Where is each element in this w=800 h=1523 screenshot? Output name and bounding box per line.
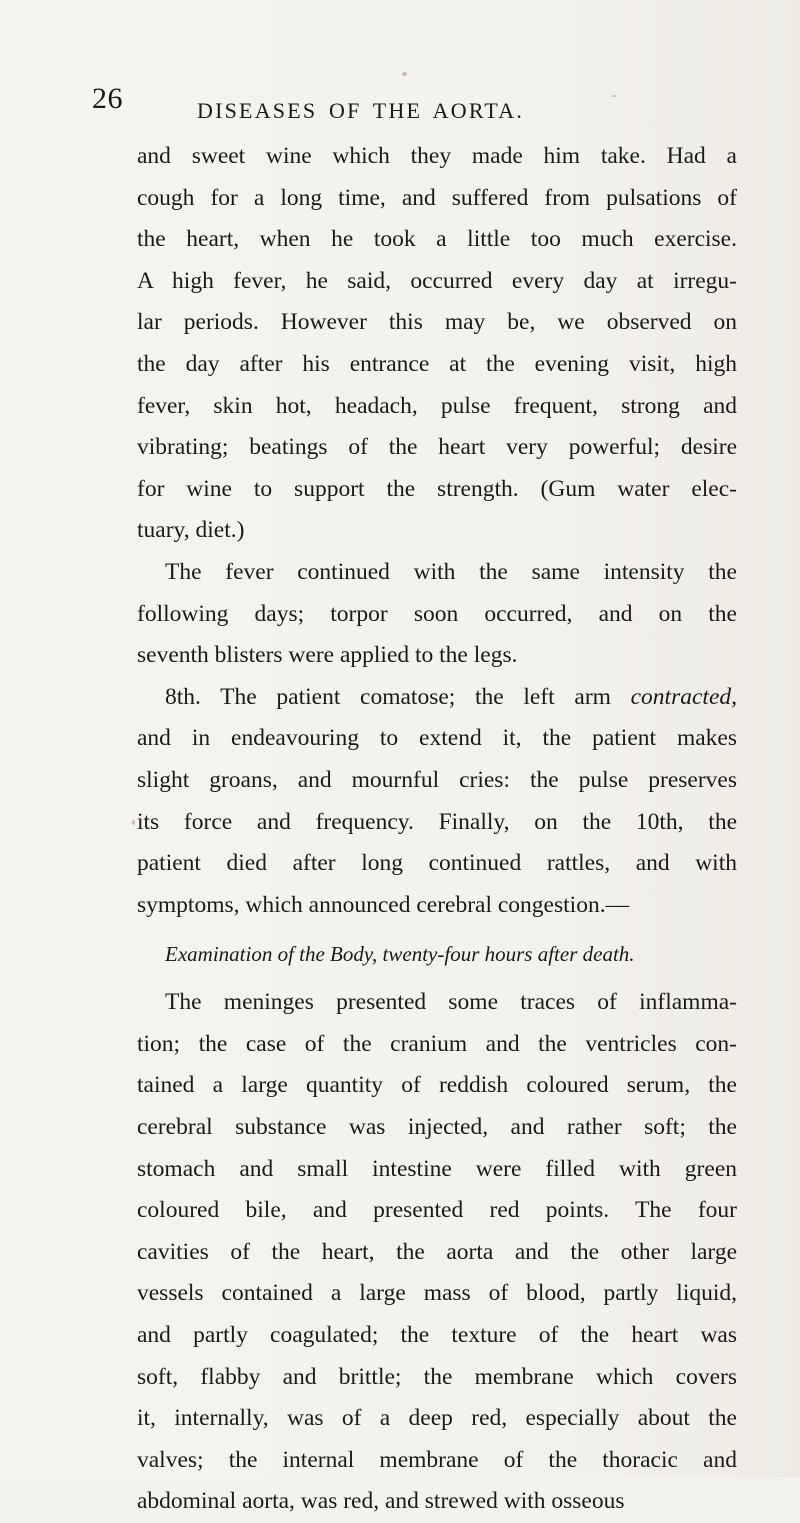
italic-word: contracted, [630,683,737,710]
text-line: and in endeavouring to extend it, the patient makes [137,725,737,752]
paragraph-4 [137,982,737,1523]
text-line: tained a large quantity of reddish coloured serum, the [137,1072,737,1099]
text-line: the day after his entrance at the evening visit, high [137,350,737,377]
text-line: vessels contained a large mass of blood, partly liquid, [137,1280,737,1307]
text-line: lar periods. However this may be, we observed on [137,309,737,336]
section-subheading: Examination of the Body, twenty-four hours after death. [165,942,635,967]
text-line: and partly coagulated; the texture of the heart was [137,1322,737,1349]
text-line: following days; torpor soon occurred, and on the [137,600,737,627]
text-line: and sweet wine which they made him take. Had a [137,143,737,169]
text-line [137,677,737,719]
text-line: fever, skin hot, headach, pulse frequent, strong and [137,392,737,419]
paragraph-1 [137,136,737,552]
text-line: slight groans, and mournful cries: the pulse preserves [137,766,737,793]
running-head: DISEASES OF THE AORTA. [197,98,525,123]
text-line: The fever continued with the same intensity the [165,558,737,585]
text-line: seventh blisters were applied to the legs. [137,642,518,669]
paper-speck [612,95,616,97]
paper-speck [132,820,135,825]
paragraph-3 [137,677,737,927]
page-number: 26 [92,82,123,115]
paper-speck [402,72,407,76]
page-header [0,82,800,132]
text-line: cough for a long time, and suffered from pulsations of [137,184,737,211]
text-line: stomach and small intestine were filled with green [137,1155,737,1182]
text-line: valves; the internal membrane of the thoracic and [137,1446,737,1473]
text-line: for wine to support the strength. (Gum water elec- [137,475,737,502]
text-line: its force and frequency. Finally, on the 10th, the [137,808,737,835]
text-line: abdominal aorta, was red, and strewed with osseous [137,1488,625,1515]
text-line: patient died after long continued rattles, and with [137,850,737,877]
text-line: symptoms, which announced cerebral congestion.— [137,891,630,918]
text-line: cerebral substance was injected, and rather soft; the [137,1114,737,1141]
text-line: vibrating; beatings of the heart very powerful; desire [137,434,737,461]
text-line: tion; the case of the cranium and the ventricles con- [137,1030,737,1057]
text-run: 8th. The patient comatose; the left arm [165,683,631,710]
text-line: soft, flabby and brittle; the membrane which covers [137,1363,737,1390]
text-line: A high fever, he said, occurred every day at irregu- [137,267,737,294]
text-line: The meninges presented some traces of inflamma- [165,989,737,1016]
text-line: cavities of the heart, the aorta and the other large [137,1238,737,1265]
text-line: coloured bile, and presented red points. The four [137,1197,737,1224]
text-line: it, internally, was of a deep red, especially about the [137,1405,737,1432]
paragraph-2 [137,552,737,677]
body-text [137,136,737,1523]
text-line: tuary, diet.) [137,517,245,544]
text-line: the heart, when he took a little too much exercise. [137,226,737,253]
